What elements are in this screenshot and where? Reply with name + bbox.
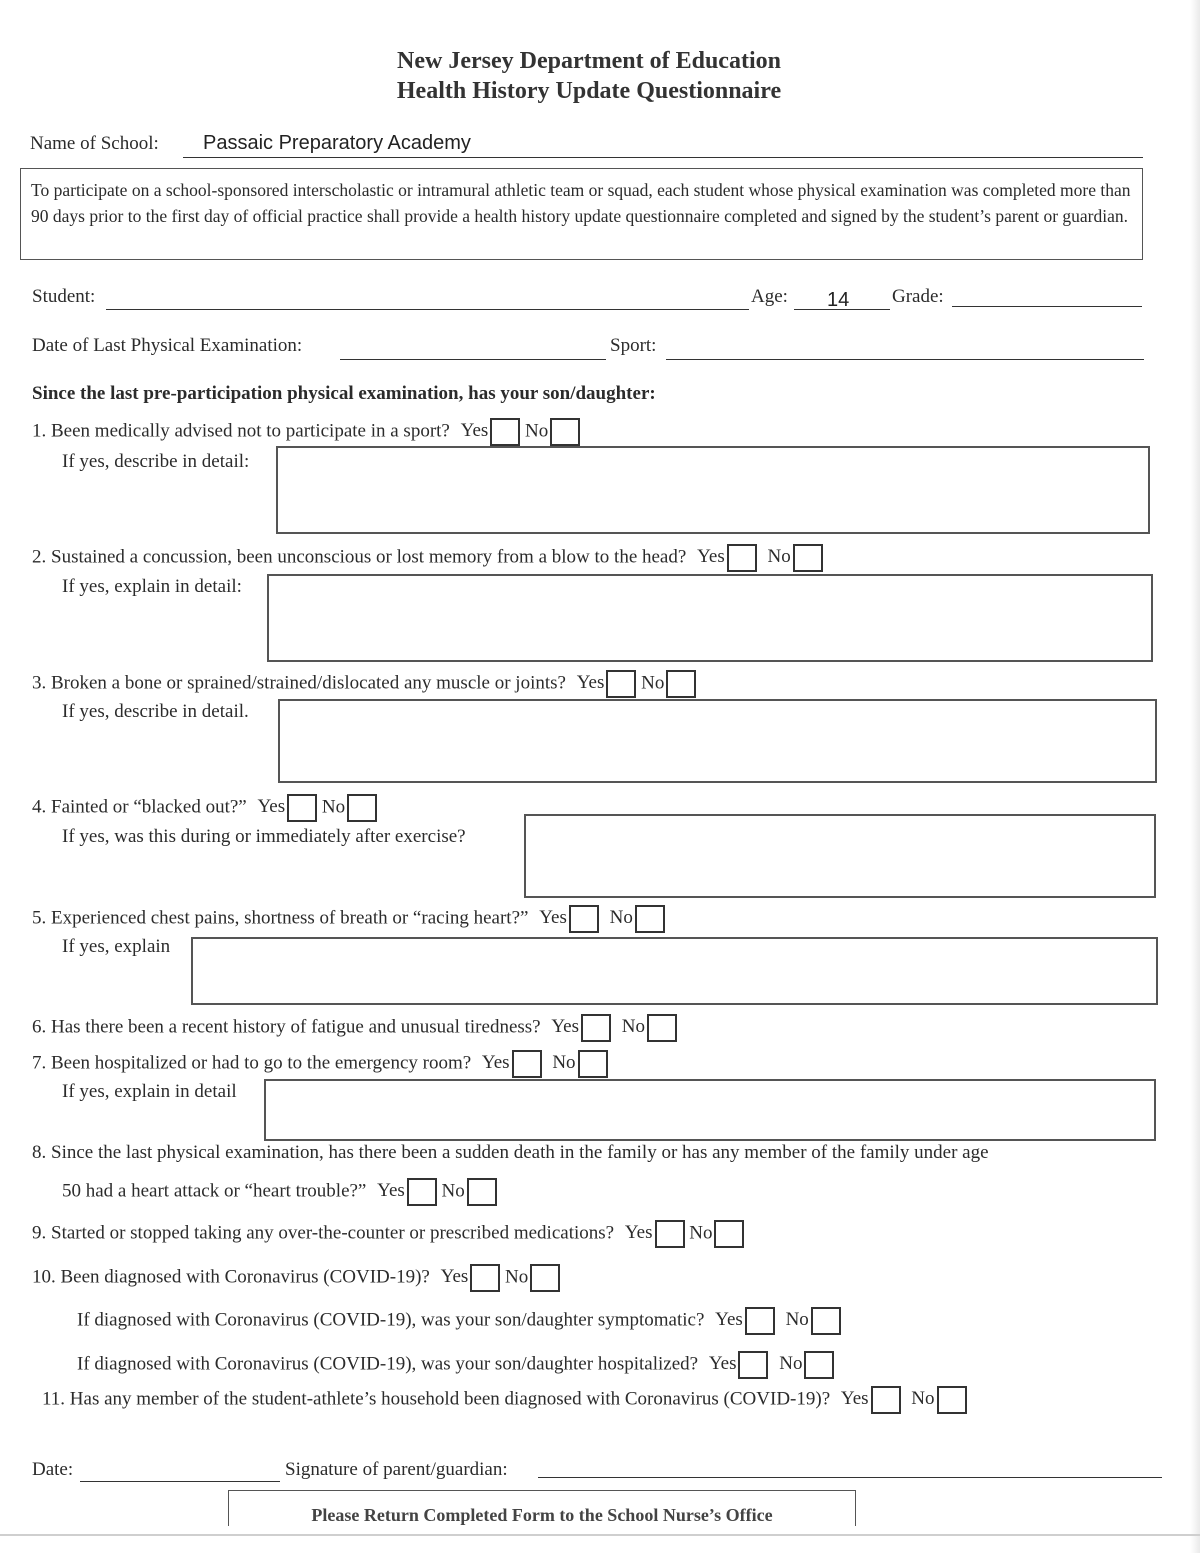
student-label: Student:	[32, 286, 96, 307]
return-notice-box	[228, 1490, 856, 1526]
yes-label: Yes	[624, 1222, 653, 1244]
no-label: No	[911, 1388, 935, 1410]
question-11	[42, 1386, 967, 1414]
no-label: No	[689, 1222, 713, 1244]
student-field-line[interactable]	[106, 309, 749, 310]
q4-yes-checkbox[interactable]	[287, 794, 317, 822]
q4-no-checkbox[interactable]	[347, 794, 377, 822]
q6-no-checkbox[interactable]	[647, 1014, 677, 1042]
q9-no-checkbox[interactable]	[714, 1220, 744, 1248]
form-subtitle: Health History Update Questionnaire	[396, 78, 782, 104]
yes-label: Yes	[539, 907, 567, 929]
yes-label: Yes	[460, 420, 489, 442]
footer-date-field-line[interactable]	[80, 1481, 280, 1482]
yes-label: Yes	[551, 1016, 579, 1038]
q1-no-checkbox[interactable]	[550, 418, 580, 446]
signature-label: Signature of parent/guardian:	[285, 1459, 508, 1480]
yes-label: Yes	[440, 1266, 469, 1288]
q7-detail-box[interactable]	[264, 1079, 1156, 1141]
no-label: No	[621, 1016, 645, 1038]
yes-label: Yes	[708, 1353, 737, 1375]
q10-symptomatic-no-checkbox[interactable]	[811, 1307, 841, 1335]
q1-detail-label: If yes, describe in detail:	[62, 451, 250, 472]
question-9-text: 9. Started or stopped taking any over-the-counter or prescribed medications?	[32, 1222, 615, 1244]
question-9	[32, 1220, 744, 1248]
question-5	[32, 905, 665, 933]
question-3	[32, 670, 696, 698]
q2-yes-checkbox[interactable]	[727, 544, 757, 572]
no-label: No	[505, 1266, 529, 1288]
q11-no-checkbox[interactable]	[937, 1386, 967, 1414]
question-5-text: 5. Experienced chest pains, shortness of breath or “racing heart?”	[32, 907, 529, 929]
q5-detail-box[interactable]	[191, 937, 1158, 1005]
question-6	[32, 1014, 677, 1042]
q2-detail-label: If yes, explain in detail:	[62, 576, 242, 597]
section-heading: Since the last pre-participation physical examination, has your son/daughter:	[32, 383, 656, 404]
scan-edge-right	[1190, 0, 1200, 1553]
question-10-sub1-text: If diagnosed with Coronavirus (COVID-19), was your son/daughter symptomatic?	[77, 1309, 705, 1331]
no-label: No	[441, 1180, 465, 1202]
yes-label: Yes	[697, 546, 725, 568]
yes-label: Yes	[377, 1180, 405, 1202]
q3-detail-box[interactable]	[278, 699, 1157, 783]
no-label: No	[609, 907, 633, 929]
yes-label: Yes	[840, 1388, 869, 1410]
no-label: No	[641, 672, 665, 694]
question-2	[32, 544, 823, 572]
q7-detail-label: If yes, explain in detail	[62, 1081, 237, 1102]
school-label: Name of School:	[30, 133, 159, 154]
q9-yes-checkbox[interactable]	[655, 1220, 685, 1248]
exam-date-field-line[interactable]	[340, 359, 606, 360]
question-7	[32, 1050, 608, 1078]
question-4	[32, 794, 377, 822]
no-label: No	[525, 420, 549, 442]
sport-field-line[interactable]	[666, 359, 1144, 360]
yes-label: Yes	[481, 1052, 510, 1074]
question-10-sub1	[77, 1307, 841, 1335]
eligibility-notice: To participate on a school-sponsored interscholastic or intramural athletic team or squad, each student whose physical examination was completed more than 90 days prior to the first day of official practice shall provide a health history update questionnaire completed and signed by the student’s parent or guardian.	[20, 168, 1143, 260]
form-title: New Jersey Department of Education	[397, 48, 781, 74]
no-label: No	[552, 1052, 576, 1074]
school-value: Passaic Preparatory Academy	[203, 132, 471, 154]
q10-no-checkbox[interactable]	[530, 1264, 560, 1292]
question-3-text: 3. Broken a bone or sprained/strained/dislocated any muscle or joints?	[32, 672, 566, 694]
yes-label: Yes	[576, 672, 605, 694]
signature-field-line[interactable]	[538, 1477, 1162, 1478]
scan-edge-bottom	[0, 1534, 1200, 1536]
grade-field-line[interactable]	[952, 306, 1142, 307]
question-10	[32, 1264, 560, 1292]
q7-yes-checkbox[interactable]	[512, 1050, 542, 1078]
q4-detail-label: If yes, was this during or immediately after exercise?	[62, 826, 466, 847]
q5-yes-checkbox[interactable]	[569, 905, 599, 933]
question-8-line2	[62, 1178, 497, 1206]
return-notice: Please Return Completed Form to the School Nurse’s Office	[311, 1505, 773, 1525]
question-2-text: 2. Sustained a concussion, been unconscious or lost memory from a blow to the head?	[32, 546, 687, 568]
age-value: 14	[827, 289, 850, 311]
q10-yes-checkbox[interactable]	[470, 1264, 500, 1292]
question-1-text: 1. Been medically advised not to participate in a sport?	[32, 420, 450, 442]
question-10-sub2	[77, 1351, 834, 1379]
question-8-text: 8. Since the last physical examination, has there been a sudden death in the family or has any member of the family under age	[32, 1142, 989, 1163]
question-4-text: 4. Fainted or “blacked out?”	[32, 796, 247, 818]
q10-hospitalized-yes-checkbox[interactable]	[738, 1351, 768, 1379]
q1-yes-checkbox[interactable]	[490, 418, 520, 446]
q6-yes-checkbox[interactable]	[581, 1014, 611, 1042]
q10-hospitalized-no-checkbox[interactable]	[804, 1351, 834, 1379]
q5-detail-label: If yes, explain	[62, 936, 171, 957]
q10-symptomatic-yes-checkbox[interactable]	[745, 1307, 775, 1335]
question-6-text: 6. Has there been a recent history of fatigue and unusual tiredness?	[32, 1016, 541, 1038]
q2-detail-box[interactable]	[267, 574, 1153, 662]
no-label: No	[785, 1309, 809, 1331]
exam-date-label: Date of Last Physical Examination:	[32, 335, 303, 356]
question-1	[32, 418, 580, 446]
question-10-text: 10. Been diagnosed with Coronavirus (COVID-19)?	[32, 1266, 430, 1288]
q8-no-checkbox[interactable]	[467, 1178, 497, 1206]
q7-no-checkbox[interactable]	[578, 1050, 608, 1078]
sport-label: Sport:	[610, 335, 657, 356]
age-label: Age:	[751, 286, 788, 307]
q3-detail-label: If yes, describe in detail.	[62, 701, 249, 722]
yes-label: Yes	[715, 1309, 743, 1331]
q4-detail-box[interactable]	[524, 814, 1156, 898]
grade-label: Grade:	[892, 286, 944, 307]
no-label: No	[779, 1353, 803, 1375]
question-7-text: 7. Been hospitalized or had to go to the emergency room?	[32, 1052, 472, 1074]
q1-detail-box[interactable]	[276, 446, 1150, 534]
footer-date-label: Date:	[32, 1459, 74, 1480]
q3-no-checkbox[interactable]	[666, 670, 696, 698]
yes-label: Yes	[257, 796, 286, 818]
q11-yes-checkbox[interactable]	[871, 1386, 901, 1414]
question-8-text-2: 50 had a heart attack or “heart trouble?”	[62, 1180, 367, 1202]
school-field-line[interactable]	[183, 157, 1143, 158]
q3-yes-checkbox[interactable]	[606, 670, 636, 698]
q8-yes-checkbox[interactable]	[407, 1178, 437, 1206]
q5-no-checkbox[interactable]	[635, 905, 665, 933]
no-label: No	[321, 796, 346, 818]
no-label: No	[767, 546, 791, 568]
question-10-sub2-text: If diagnosed with Coronavirus (COVID-19), was your son/daughter hospitalized?	[77, 1353, 699, 1375]
question-11-text: 11. Has any member of the student-athlete’s household been diagnosed with Coronavirus (COVID-19)?	[42, 1388, 831, 1410]
q2-no-checkbox[interactable]	[793, 544, 823, 572]
